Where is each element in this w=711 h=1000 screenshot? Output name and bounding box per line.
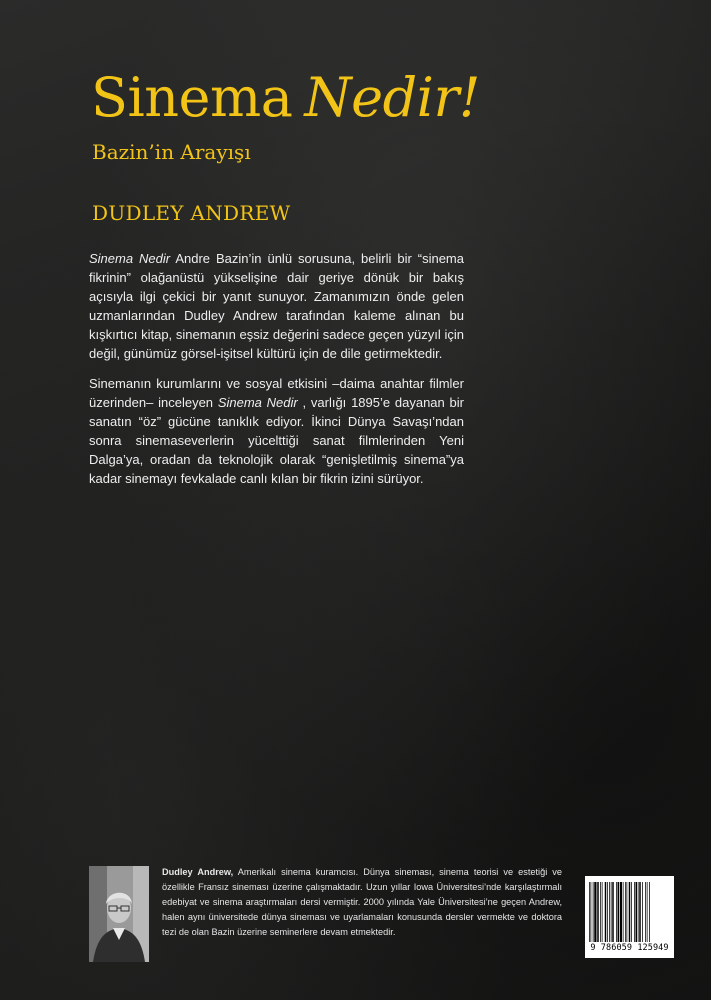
barcode-bar	[605, 882, 607, 942]
blurb-paragraph-1	[89, 249, 464, 363]
barcode-bar	[645, 882, 646, 942]
barcode-bar	[589, 882, 590, 942]
barcode-bar	[647, 882, 648, 942]
barcode-bar	[625, 882, 626, 942]
barcode-bar	[629, 882, 631, 942]
book-title	[91, 68, 480, 128]
title-main: Sinema	[91, 66, 293, 129]
barcode-bar	[634, 882, 635, 942]
title-italic: Nedir!	[304, 66, 480, 129]
barcode-bar	[616, 882, 617, 942]
blurb-paragraph-2	[89, 374, 464, 488]
barcode-bar	[609, 882, 610, 942]
barcode-bar	[623, 882, 624, 942]
barcode-bar	[593, 882, 594, 942]
barcode-bar	[636, 882, 638, 942]
barcode-bar	[638, 882, 639, 942]
book-subtitle: Bazin’in Arayışı	[92, 140, 251, 164]
author-bio	[162, 865, 562, 940]
barcode-bar	[627, 882, 628, 942]
author-photo	[89, 866, 149, 962]
barcode-bar	[597, 882, 599, 942]
barcode-bar	[612, 882, 614, 942]
barcode-bar	[649, 882, 650, 942]
author-name: DUDLEY ANDREW	[92, 201, 291, 225]
barcode-bar	[631, 882, 632, 942]
blurb-p1-italic: Sinema Nedir	[89, 251, 171, 266]
barcode-bar	[591, 882, 592, 942]
barcode-bar	[600, 882, 601, 942]
blurb-p1-text: Andre Bazin’in ünlü sorusuna, belirli bir “sinema fikrinin” olağanüstü yükselişine dair geriye dönük bir bakış açısıyla ilgi çekici bir yanıt sunuyor. Zamanımızın önde gelen uzmanlarından Dudley Andrew tarafından kaleme alınan bu kışkırtıcı kitap, sinemanın eşsiz değerini sadece geçen yüzyıl için değil, günümüz görsel-işitsel kültürü için de dile getirmektedir.	[89, 251, 464, 361]
author-bio-name: Dudley Andrew,	[162, 867, 234, 877]
barcode-bar	[642, 882, 643, 942]
author-bio-text: Amerikalı sinema kuramcısı. Dünya sineması, sinema teorisi ve estetiği ve özellikle Fransız sineması üzerine çalışmaktadır. Uzun yıllar Iowa Üniversitesi’nde karşılaştırmalı edebiyat ve sinema araştırmaları dersi vermiştir. 2000 yılında Yale Üniversitesi’ne geçen Andrew, halen aynı üniversitede dünya sineması ve uyarlamaları konusunda dersler vermekte ve doktora tezi de olan Bazin üzerine seminerlere devam etmektedir.	[162, 867, 563, 937]
blurb-p2-before: Sinemanın kurumlarını ve sosyal etkisini –daima anahtar filmler üzerinden– inceleyen	[89, 376, 464, 410]
barcode-bar	[594, 882, 596, 942]
barcode-bar	[639, 882, 641, 942]
isbn-barcode	[585, 876, 674, 958]
blurb-p2-after: , varlığı 1895’e dayanan bir sanatın “öz” gücüne tanıklık ediyor. İkinci Dünya Savaşı’ndan sonra sinemaseverlerin yücelttiği sanat filmlerinden Yeni Dalga’ya, oradan da teknolojik olarak “genişletilmiş sinema”ya kadar sinemayı fevkalade canlı kılan bir fikrin izini sürüyor.	[89, 395, 464, 486]
blurb-p2-italic: Sinema Nedir	[217, 395, 298, 410]
isbn-number: 9 786059 125949	[590, 943, 669, 953]
barcode-bar	[602, 882, 603, 942]
blurb	[89, 249, 464, 499]
barcode-bar	[611, 882, 612, 942]
barcode-bar	[618, 882, 620, 942]
barcode-bar	[620, 882, 622, 942]
barcode-bars	[589, 882, 670, 942]
barcode-bar	[607, 882, 608, 942]
